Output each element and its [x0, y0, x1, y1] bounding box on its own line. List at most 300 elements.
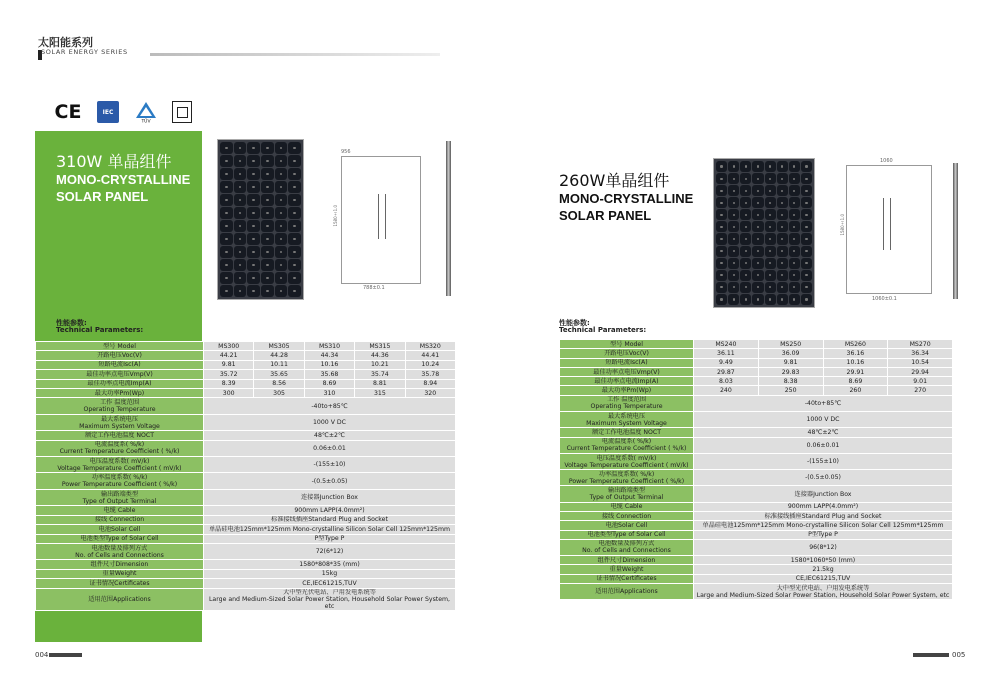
param-value-line1: -(0.5±0.05) [311, 477, 348, 485]
param-label-cn: 接线 Connection [94, 516, 145, 524]
param-value-cell [204, 506, 456, 515]
right-tech-params-en: Technical Parameters: [559, 326, 647, 334]
table-row [560, 574, 953, 583]
solar-cell [234, 220, 247, 232]
solar-cell [247, 155, 260, 167]
solar-cell [234, 181, 247, 193]
solar-cell [288, 181, 301, 193]
solar-cell [752, 282, 763, 293]
solar-cell [740, 185, 751, 196]
solar-cell [740, 233, 751, 244]
table-row [560, 486, 953, 502]
param-label-cell [36, 473, 204, 489]
solar-cell [740, 246, 751, 257]
solar-cell [716, 209, 727, 220]
solar-cell [740, 161, 751, 172]
param-value-line1: 大中型光伏电站、户用发电系统等 [776, 584, 870, 592]
table-row [560, 565, 953, 574]
solar-cell [752, 197, 763, 208]
param-value-line1: 大中型光伏电站、户用发电系统等 [283, 588, 376, 596]
param-value-line1: CE,IEC61215,TUV [302, 579, 357, 587]
solar-cell [752, 209, 763, 220]
solar-cell [288, 272, 301, 284]
solar-cell [247, 272, 260, 284]
param-value: 10.16 [304, 360, 354, 369]
param-value-cell [204, 543, 456, 559]
model-name: MS300 [204, 342, 254, 351]
param-label-cn: 功率温度系数( %/k) [91, 474, 148, 482]
solar-cell [752, 221, 763, 232]
solar-cell [261, 181, 274, 193]
param-label-en: Maximum System Voltage [79, 422, 160, 430]
left-page-number: 004 [35, 651, 49, 659]
table-row [36, 414, 456, 430]
param-value: 10.21 [355, 360, 405, 369]
param-value-cell [694, 511, 953, 520]
table-row [36, 534, 456, 543]
table-row [560, 502, 953, 511]
solar-cell [288, 246, 301, 258]
solar-cell [275, 168, 288, 180]
param-label-cell [560, 556, 694, 565]
param-value-cell [204, 534, 456, 543]
param-value-line1: -(0.5±0.05) [805, 474, 841, 482]
param-value: 29.91 [823, 367, 888, 376]
solar-cell [275, 155, 288, 167]
solar-cell [261, 207, 274, 219]
param-label-cn: 工作 温度范围 [606, 396, 647, 404]
param-value-line1: CE,IEC61215,TUV [795, 575, 851, 583]
solar-cell [789, 185, 800, 196]
model-label: 型号 Model [560, 340, 694, 349]
table-row [560, 556, 953, 565]
param-value-line1: P型Type P [314, 535, 345, 543]
table-row [560, 367, 953, 376]
table-row [560, 358, 953, 367]
param-label-cell [36, 560, 204, 569]
param-value-cell [204, 515, 456, 524]
param-value-line1: 1580*1060*50 (mm) [790, 556, 856, 564]
table-row [36, 370, 456, 379]
param-value: 8.94 [405, 379, 455, 388]
param-value: 305 [254, 388, 304, 397]
param-label-cell [36, 534, 204, 543]
param-value-cell [204, 457, 456, 473]
param-value-cell [694, 395, 953, 411]
solar-cell [234, 168, 247, 180]
left-tech-params-cn: 性能参数: [56, 319, 87, 327]
param-value-line1: 0.06±0.01 [313, 444, 346, 452]
right-title-en-line1: MONO-CRYSTALLINE [559, 191, 694, 206]
solar-cell [740, 221, 751, 232]
solar-cell [716, 221, 727, 232]
solar-cell [765, 197, 776, 208]
param-label: 开路电压Voc(V) [560, 349, 694, 358]
param-label-cn: 额定工作电池温度 NOCT [84, 431, 155, 439]
left-title-en [56, 171, 190, 205]
param-value-cell [694, 437, 953, 453]
solar-cell [801, 221, 812, 232]
solar-cell [752, 161, 763, 172]
table-row [36, 379, 456, 388]
left-panel-drawing [333, 149, 429, 292]
param-label-cn: 接线 Connection [601, 512, 652, 520]
param-label-cn: 电流温度系( %/k) [94, 441, 145, 449]
param-value-line1: 48℃±2℃ [314, 431, 345, 439]
solar-cell [801, 233, 812, 244]
param-label: 最佳功率点电压Vmp(V) [560, 367, 694, 376]
right-title-en [559, 190, 693, 224]
table-row [36, 506, 456, 515]
param-label-cn: 功率温度系数( %/k) [598, 470, 655, 478]
table-row [36, 457, 456, 473]
right-title [559, 168, 669, 191]
solar-cell [789, 282, 800, 293]
solar-cell [740, 209, 751, 220]
left-drawing-side-dim: 1580±1.0 [333, 205, 338, 227]
left-drawing-bottom-dim: 788±0.1 [363, 285, 385, 291]
solar-cell [261, 220, 274, 232]
solar-cell [728, 173, 739, 184]
param-label-cn: 重量Weight [609, 566, 644, 574]
param-value: 29.83 [758, 367, 823, 376]
param-value: 35.78 [405, 370, 455, 379]
solar-cell [777, 258, 788, 269]
solar-cell [740, 282, 751, 293]
solar-cell [801, 246, 812, 257]
solar-cell [261, 259, 274, 271]
table-row [36, 569, 456, 578]
param-label-cn: 输出路端类型 [607, 487, 646, 495]
param-value: 8.38 [758, 377, 823, 386]
param-label-cell [560, 486, 694, 502]
model-label: 型号 Model [36, 342, 204, 351]
param-label: 最大功率Pm(Wp) [36, 388, 204, 397]
solar-cell [261, 194, 274, 206]
param-label-cell [36, 579, 204, 588]
table-row [560, 437, 953, 453]
param-label-en: Type of Output Terminal [82, 497, 157, 505]
solar-cell [247, 285, 260, 297]
table-row [560, 395, 953, 411]
param-label-cell [560, 395, 694, 411]
param-label-en: Power Temperature Coefficient ( %/k) [568, 477, 685, 485]
param-label-cn: 电缆 Cable [103, 507, 136, 515]
solar-cell [740, 258, 751, 269]
solar-cell [247, 259, 260, 271]
solar-cell [777, 270, 788, 281]
param-value-cell [204, 579, 456, 588]
solar-cell [716, 233, 727, 244]
solar-cell [716, 246, 727, 257]
param-label-cn: 电池类型Type of Solar Cell [80, 535, 159, 543]
solar-cell [728, 197, 739, 208]
table-row [36, 342, 456, 351]
solar-cell [261, 233, 274, 245]
param-label-cn: 组件尺寸Dimension [597, 556, 656, 564]
param-value: 8.69 [304, 379, 354, 388]
solar-cell [789, 209, 800, 220]
solar-cell [716, 185, 727, 196]
solar-cell [777, 161, 788, 172]
param-value-line1: 1000 V DC [313, 419, 346, 426]
double-square-icon [177, 107, 188, 118]
solar-cell [765, 246, 776, 257]
param-value-line1: 21.5kg [812, 566, 834, 574]
solar-cell [777, 233, 788, 244]
param-value-line1: 单晶硅电池125mm*125mm Mono-crystalline Silicon Solar Cell 125mm*125mm [702, 521, 944, 529]
param-label-cn: 电池Solar Cell [605, 521, 648, 529]
solar-cell [777, 185, 788, 196]
solar-cell [234, 285, 247, 297]
param-label-cell [36, 414, 204, 430]
param-value: 320 [405, 388, 455, 397]
param-value-cell [204, 398, 456, 414]
table-row [36, 398, 456, 414]
param-value-cell [694, 412, 953, 428]
table-row [560, 511, 953, 520]
left-title [56, 149, 171, 172]
param-label: 最佳功率点电流Imp(A) [36, 379, 204, 388]
param-value-cell [694, 530, 953, 539]
solar-cell [220, 207, 233, 219]
param-value: 44.36 [355, 351, 405, 360]
param-label-cn: 最大系统电压 [607, 412, 646, 420]
param-label-cell [560, 511, 694, 520]
param-value-line2: Large and Medium-Sized Solar Power Station, Household Solar Power System, etc [696, 591, 950, 599]
param-value-line1: 1000 V DC [806, 416, 840, 424]
solar-cell [789, 161, 800, 172]
solar-cell [765, 185, 776, 196]
solar-cell [789, 173, 800, 184]
solar-cell [801, 270, 812, 281]
param-label-cn: 证书情况Certificates [596, 575, 657, 583]
solar-cell [288, 220, 301, 232]
solar-cell [247, 246, 260, 258]
solar-cell [247, 194, 260, 206]
param-label: 短路电流Isc(A) [36, 360, 204, 369]
table-row [560, 386, 953, 395]
solar-cell [789, 294, 800, 305]
solar-cell [801, 294, 812, 305]
solar-cell [728, 233, 739, 244]
solar-cell [288, 259, 301, 271]
right-drawing-top-dim: 1060 [880, 158, 893, 164]
solar-cell [220, 155, 233, 167]
solar-cell [261, 142, 274, 154]
solar-cell [288, 142, 301, 154]
solar-cell [765, 209, 776, 220]
right-drawing-bottom-dim: 1060±0.1 [872, 296, 897, 302]
table-row [36, 525, 456, 534]
right-drawing-side-dim: 1580±1.0 [840, 214, 845, 236]
header-divider [150, 53, 440, 56]
param-label-cell [36, 398, 204, 414]
solar-cell [716, 282, 727, 293]
param-label-cn: 额定工作电池温度 NOCT [591, 428, 662, 436]
solar-cell [247, 181, 260, 193]
param-value-line1: 48℃±2℃ [807, 428, 839, 436]
param-value: 8.03 [694, 377, 759, 386]
solar-cell [777, 246, 788, 257]
solar-cell [275, 259, 288, 271]
table-row [36, 431, 456, 440]
solar-cell [288, 233, 301, 245]
param-label-cn: 输出路端类型 [100, 490, 139, 498]
table-row [36, 473, 456, 489]
param-value: 36.09 [758, 349, 823, 358]
solar-cell [234, 272, 247, 284]
param-label-cell [36, 431, 204, 440]
right-page-number: 005 [952, 651, 966, 659]
left-page-bar [49, 653, 82, 657]
solar-cell [275, 246, 288, 258]
tuv-triangle-icon [135, 101, 157, 123]
param-value-cell [204, 414, 456, 430]
param-value: 44.34 [304, 351, 354, 360]
param-value: 250 [758, 386, 823, 395]
table-row [36, 388, 456, 397]
model-name: MS240 [694, 340, 759, 349]
solar-cell [728, 258, 739, 269]
param-label-cell [36, 489, 204, 505]
solar-cell [234, 233, 247, 245]
param-label-cn: 电池数量及排列方式 [598, 540, 655, 548]
param-value: 9.01 [888, 377, 953, 386]
param-value: 310 [304, 388, 354, 397]
left-title-cn: 310W 单晶组件 [56, 152, 172, 171]
solar-cell [740, 294, 751, 305]
solar-cell [716, 294, 727, 305]
param-value-cell [694, 486, 953, 502]
param-label-en: Power Temperature Coefficient ( %/k) [61, 481, 178, 489]
left-solar-panel-image [217, 139, 304, 300]
solar-cell [765, 270, 776, 281]
param-value-line1: 72(6*12) [315, 548, 344, 556]
param-value: 10.24 [405, 360, 455, 369]
right-tech-params-cn: 性能参数: [559, 319, 590, 327]
param-label-cell [560, 539, 694, 555]
solar-cell [288, 155, 301, 167]
param-value-line1: -40to+85℃ [311, 402, 348, 410]
param-label-en: Voltage Temperature Coefficient ( mV/k) [57, 464, 182, 472]
solar-cell [247, 207, 260, 219]
solar-cell [765, 294, 776, 305]
param-value: 8.81 [355, 379, 405, 388]
param-label-en: Maximum System Voltage [586, 419, 667, 427]
param-value-cell [204, 473, 456, 489]
param-value-line1: -40to+85℃ [804, 399, 842, 407]
solar-cell [777, 282, 788, 293]
left-drawing-top-dim: 956 [341, 149, 351, 155]
left-title-en-line1: MONO-CRYSTALLINE [56, 172, 191, 187]
param-value: 36.16 [823, 349, 888, 358]
solar-cell [716, 197, 727, 208]
iec-logo: IEC [97, 101, 119, 123]
solar-cell [275, 220, 288, 232]
solar-cell [777, 197, 788, 208]
param-label-cell [36, 569, 204, 578]
table-row [36, 579, 456, 588]
param-value: 35.68 [304, 370, 354, 379]
param-label-cell [560, 530, 694, 539]
param-value: 260 [823, 386, 888, 395]
param-value-line1: 0.06±0.01 [806, 441, 840, 449]
solar-cell [247, 220, 260, 232]
class-ii-logo [172, 101, 192, 123]
left-panel-side-view [446, 141, 451, 296]
table-row [36, 588, 456, 610]
solar-cell [716, 173, 727, 184]
right-title-cn: 260W单晶组件 [559, 171, 670, 190]
param-label-cn: 重量Weight [102, 570, 137, 578]
solar-cell [777, 173, 788, 184]
param-label-en: Current Temperature Coefficient ( %/k) [59, 448, 180, 456]
param-value-line1: 标准接线插座Standard Plug and Socket [764, 512, 882, 520]
table-row [36, 515, 456, 524]
param-label-cn: 电压温度系数( mV/k) [596, 454, 657, 462]
solar-cell [288, 194, 301, 206]
solar-cell [801, 282, 812, 293]
param-label-cell [560, 584, 694, 600]
param-value: 10.16 [823, 358, 888, 367]
solar-cell [777, 209, 788, 220]
solar-cell [801, 197, 812, 208]
param-label-cell [36, 588, 204, 610]
param-value-cell [694, 470, 953, 486]
solar-cell [261, 155, 274, 167]
param-label-cn: 电池类型Type of Solar Cell [587, 531, 666, 539]
solar-cell [789, 246, 800, 257]
solar-cell [247, 168, 260, 180]
param-value-line1: 96(8*12) [809, 543, 837, 551]
solar-cell [220, 272, 233, 284]
solar-cell [728, 246, 739, 257]
solar-cell [728, 209, 739, 220]
solar-cell [752, 270, 763, 281]
param-value: 270 [888, 386, 953, 395]
solar-cell [716, 270, 727, 281]
table-row [560, 470, 953, 486]
solar-cell [789, 221, 800, 232]
solar-cell [288, 168, 301, 180]
param-value: 9.81 [204, 360, 254, 369]
table-row [36, 360, 456, 369]
solar-cell [789, 270, 800, 281]
param-value: 35.65 [254, 370, 304, 379]
param-value: 9.49 [694, 358, 759, 367]
solar-cell [220, 220, 233, 232]
param-value-cell [204, 489, 456, 505]
param-label-en: No. of Cells and Connections [75, 551, 164, 559]
param-label-cell [560, 565, 694, 574]
param-value-line1: 连接器Junction Box [794, 490, 852, 498]
brand-title-cn: 太阳能系列 [38, 36, 93, 49]
param-value: 9.81 [758, 358, 823, 367]
solar-cell [752, 185, 763, 196]
solar-cell [716, 161, 727, 172]
solar-cell [752, 294, 763, 305]
table-row [560, 340, 953, 349]
solar-cell [801, 209, 812, 220]
solar-cell [234, 207, 247, 219]
model-name: MS305 [254, 342, 304, 351]
table-row [560, 521, 953, 530]
right-solar-panel-image [713, 158, 815, 308]
param-label: 短路电流Isc(A) [560, 358, 694, 367]
model-name: MS315 [355, 342, 405, 351]
solar-cell [752, 246, 763, 257]
